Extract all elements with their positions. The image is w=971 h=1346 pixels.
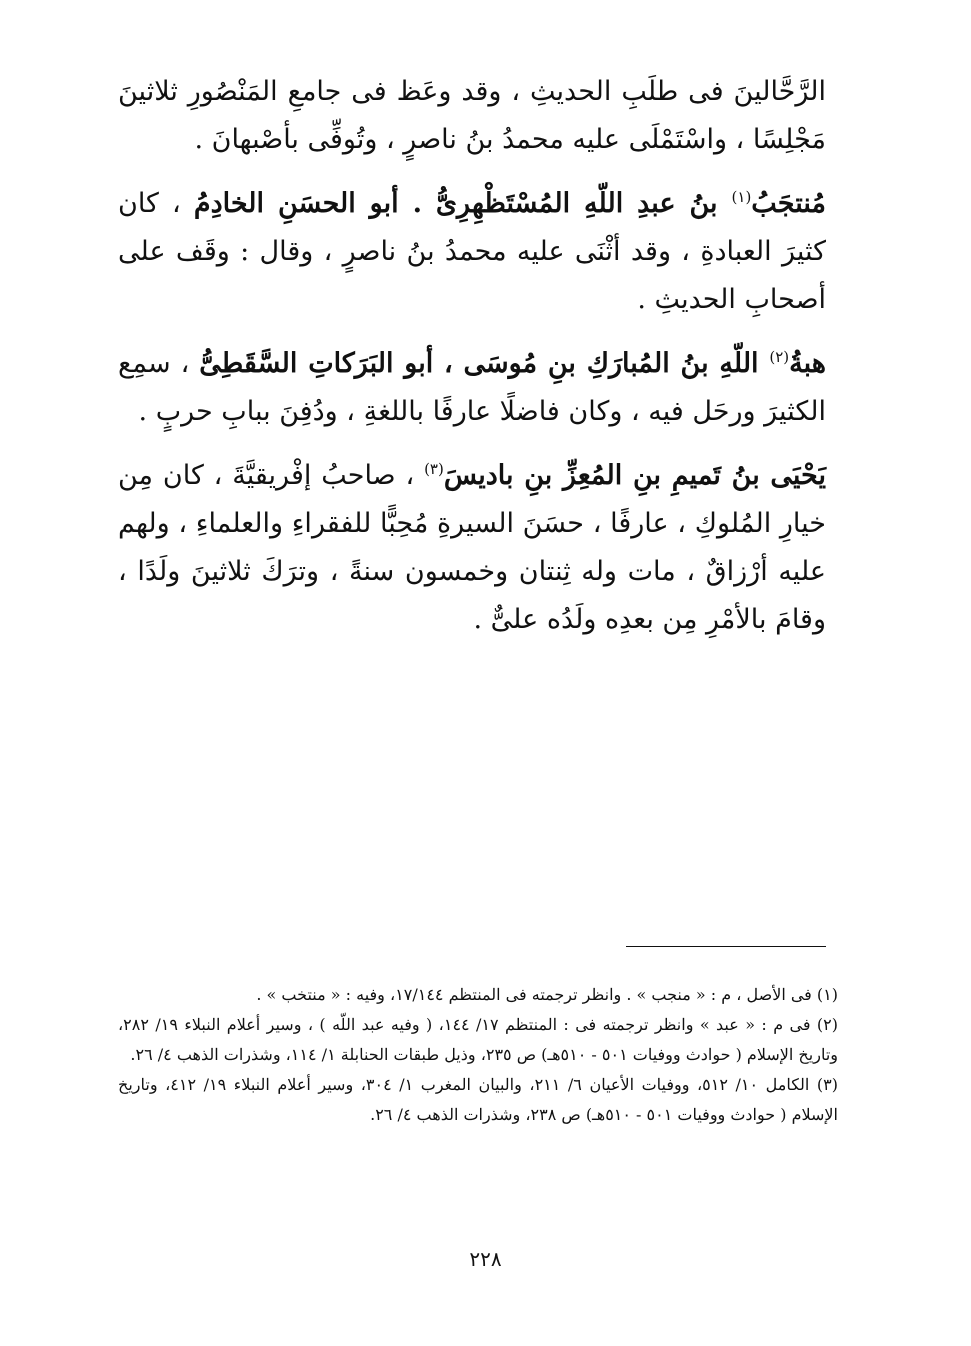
page-number: ٢٢٨ (469, 1247, 502, 1271)
entry-hibatullah (118, 340, 826, 436)
footnote-ref-2: (٢) (769, 348, 790, 366)
footnote-1: (١) فى الأصل ، م : « منجب » . وانظر ترجمته فى المنتظم ١٧/١٤٤، وفيه : « منتخب » . (256, 985, 838, 1004)
entry-name: مُنتجَبُ (751, 188, 826, 219)
entry-name-rest: بنُ عبدِ اللّهِ المُسْتَظْهِرِىُّ . أبو الحسَنِ الخادِمُ (193, 188, 732, 219)
entry-name: هبةُ (789, 348, 826, 379)
entry-text: الرَّحَّالينَ فى طلَبِ الحديثِ ، وقد وعَظ فى جامعِ المَنْصُورِ ثلاثينَ مَجْلِسًا ، واسْتَمْلَى عليه محمدُ بنُ ناصرٍ ، وتُوفِّى بأصْبهانَ . (118, 76, 826, 155)
entry-muntajab (118, 180, 826, 324)
footnote-divider (626, 946, 826, 947)
footnote-3: (٣) الكامل ١٠/ ٥١٢، ووفيات الأعيان ٦/ ٢١١، والبيان المغرب ١/ ٣٠٤، وسير أعلام النبلاء ١٩/ ٤١٢، وتاريخ الإسلام ( حوادث ووفيات ٥٠١ - ٥١٠هـ) ص ٢٣٨، وشذرات الذهب ٤/ ٢٦. (118, 1075, 839, 1124)
entry-text: ، صاحبُ إفْريقيَّةَ ، كان مِن خيارِ المُلوكِ ، عارفًا ، حسَنَ السيرةِ مُحِبًّا للفقراءِ والعلماءِ ، ولهم عليه أرْزاقٌ ، مات وله ثِنتان وخمسون سنةً ، وترَكَ ثلاثينَ ولَدًا ، وقامَ بالأمْرِ مِن بعدِه ولَدُه علىٌّ . (118, 460, 826, 635)
entry-text: ، كان كثيرَ العبادةِ ، وقد أثْنَى عليه محمدُ بنُ ناصرٍ ، وقال : وقَف على أصحابِ الحديثِ . (118, 188, 826, 315)
entry-yahya (118, 452, 826, 644)
entry-continuation (118, 68, 826, 164)
entry-text: ، سمِع الكثيرَ ورحَل فيه ، وكان فاضلًا عارفًا باللغةِ ، ودُفِنَ ببابِ حربٍ . (118, 348, 826, 427)
main-text (118, 68, 826, 660)
footnote-2: (٢) فى م : « عبد » وانظر ترجمته فى : المنتظم ١٧/ ١٤٤، ( وفيه عبد اللّه ) ، وسير أعلام النبلاء ١٩/ ٢٨٢، وتاريخ الإسلام ( حوادث ووفيات ٥٠١ - ٥١٠هـ) ص ٢٣٥، وذيل طبقات الحنابلة ١/ ١١٤، وشذرات الذهب ٤/ ٢٦. (118, 1015, 838, 1064)
entry-name-rest: اللّهِ بنُ المُبارَكِ بنِ مُوسَى ، أبو البَرَكاتِ السَّقَطِىُّ (199, 348, 770, 379)
entry-name: يَحْيَى بنُ تَميمِ بنِ المُعِزِّ بنِ باديسَ (443, 460, 826, 491)
footnote-ref-3: (٣) (424, 460, 444, 478)
footnote-ref-1: (١) (731, 188, 752, 206)
footnotes (118, 980, 838, 1130)
